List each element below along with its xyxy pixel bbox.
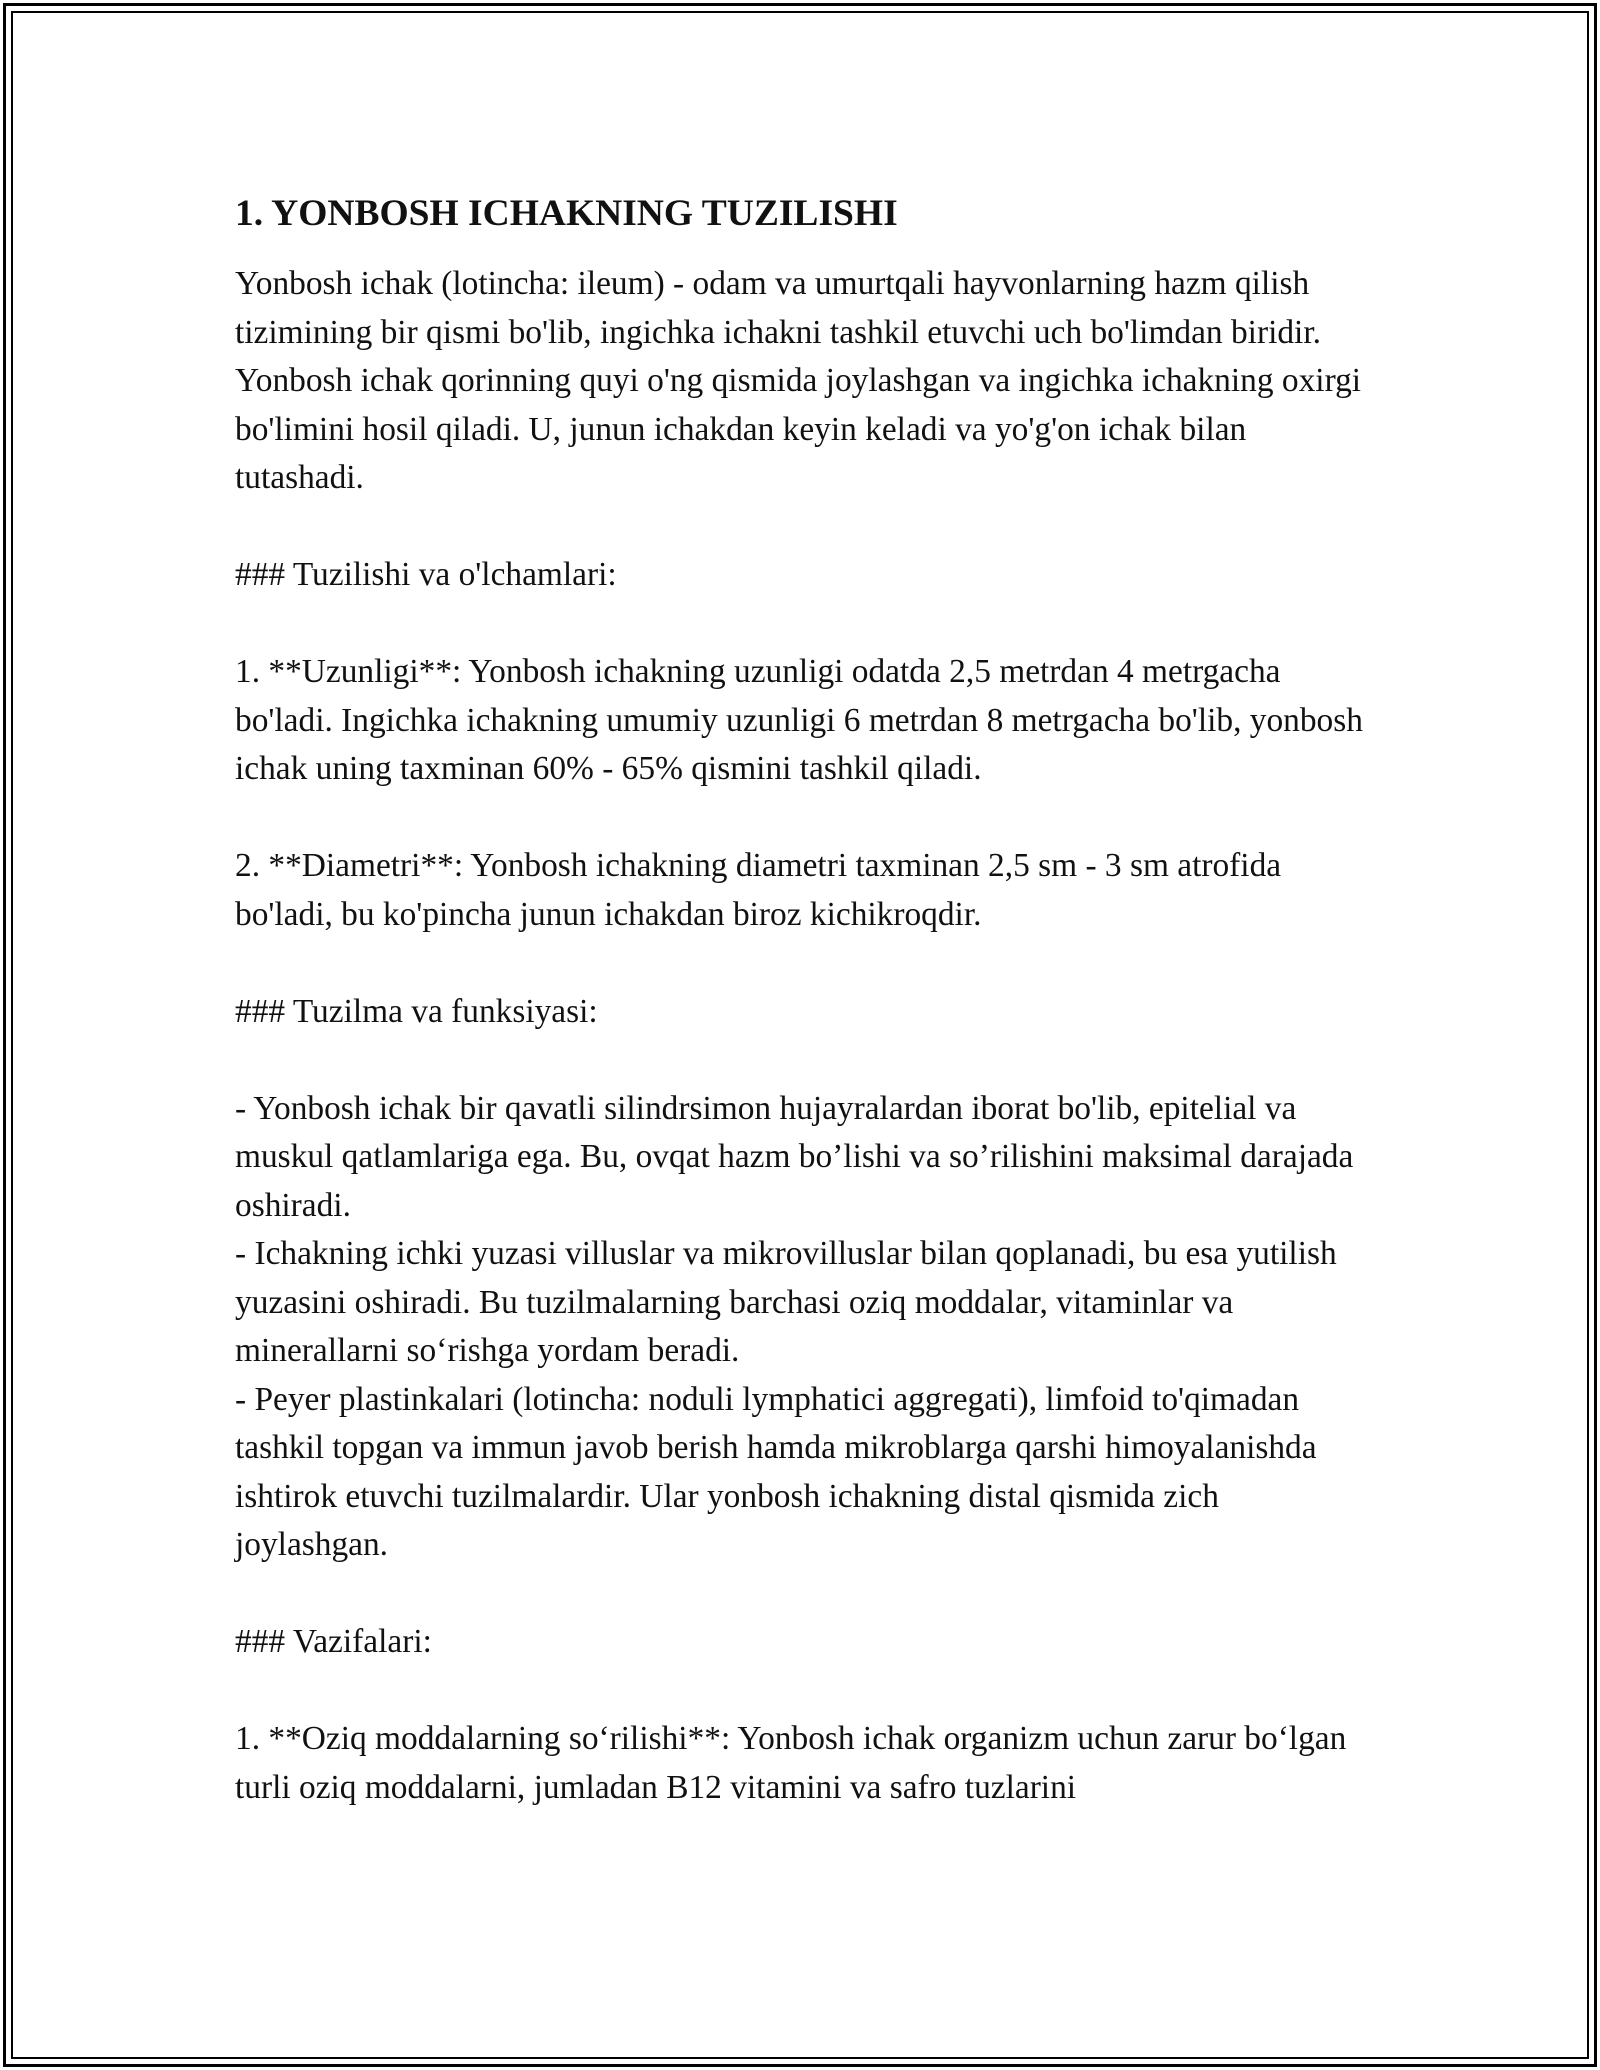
section-heading-function: ### Tuzilma va funksiyasi:: [235, 992, 598, 1030]
bullet-epithelium: - Yonbosh ichak bir qavatli silindrsimon hujayralardan iborat bo'lib, epitelial va muskul qatlamlariga ega. Bu, ovqat hazm bo’lishi va so’rilishini maksimal darajada oshiradi.: [235, 1089, 1354, 1224]
list-item-diameter: 2. **Diametri**: Yonbosh ichakning diametri taxminan 2,5 sm - 3 sm atrofida bo'ladi, bu ko'pincha junun ichakdan biroz kichikroqdir.: [235, 847, 1282, 933]
list-item-length: 1. **Uzunligi**: Yonbosh ichakning uzunligi odatda 2,5 metrdan 4 metrgacha bo'ladi. Ingichka ichakning umumiy uzunligi 6 metrdan 8 metrgacha bo'lib, yonbosh ichak uning taxminan 60% - 65% qismini tashkil qiladi.: [235, 653, 1363, 787]
spacer: [235, 600, 1380, 649]
list-item-absorption: 1. **Oziq moddalarning so‘rilishi**: Yonbosh ichak organizm uchun zarur bo‘lgan turli oziq moddalarni, jumladan B12 vitamini va safro tuzlarini: [235, 1720, 1347, 1806]
bullet-villi: - Ichakning ichki yuzasi villuslar va mikrovilluslar bilan qoplanadi, bu esa yutilish yuzasini oshiradi. Bu tuzilmalarning barchasi oziq moddalar, vitaminlar va minerallarni so‘rishga yordam beradi.: [235, 1235, 1337, 1369]
bullet-peyer-patches: - Peyer plastinkalari (lotincha: noduli lymphatici aggregati), limfoid to'qimadan tashkil topgan va immun javob berish hamda mikroblarga qarshi himoyalanishda ishtirok etuvchi tuzilmalardir. Ular yonbosh ichakning distal qismida zich joylashgan.: [235, 1380, 1317, 1563]
document-body: [235, 190, 1380, 1812]
document-title: 1. YONBOSH ICHAKNING TUZILISHI: [235, 193, 898, 234]
section-heading-tasks: ### Vazifalari:: [235, 1623, 432, 1660]
spacer: [235, 939, 1380, 988]
spacer: [235, 1667, 1380, 1716]
spacer: [235, 1036, 1380, 1085]
spacer: [235, 1570, 1380, 1619]
section-heading-structure: ### Tuzilishi va o'lchamlari:: [235, 556, 617, 593]
intro-paragraph: Yonbosh ichak (lotincha: ileum) - odam va umurtqali hayvonlarning hazm qilish tizimining bir qismi bo'lib, ingichka ichakni tashkil etuvchi uch bo'limdan biridir. Yonbosh ichak qorinning quyi o'ng qismida joylashgan va ingichka ichakning oxirgi bo'limini hosil qiladi. U, junun ichakdan keyin keladi va yo'g'on ichak bilan tutashadi.: [235, 265, 1362, 496]
spacer: [235, 503, 1380, 552]
spacer: [235, 794, 1380, 843]
